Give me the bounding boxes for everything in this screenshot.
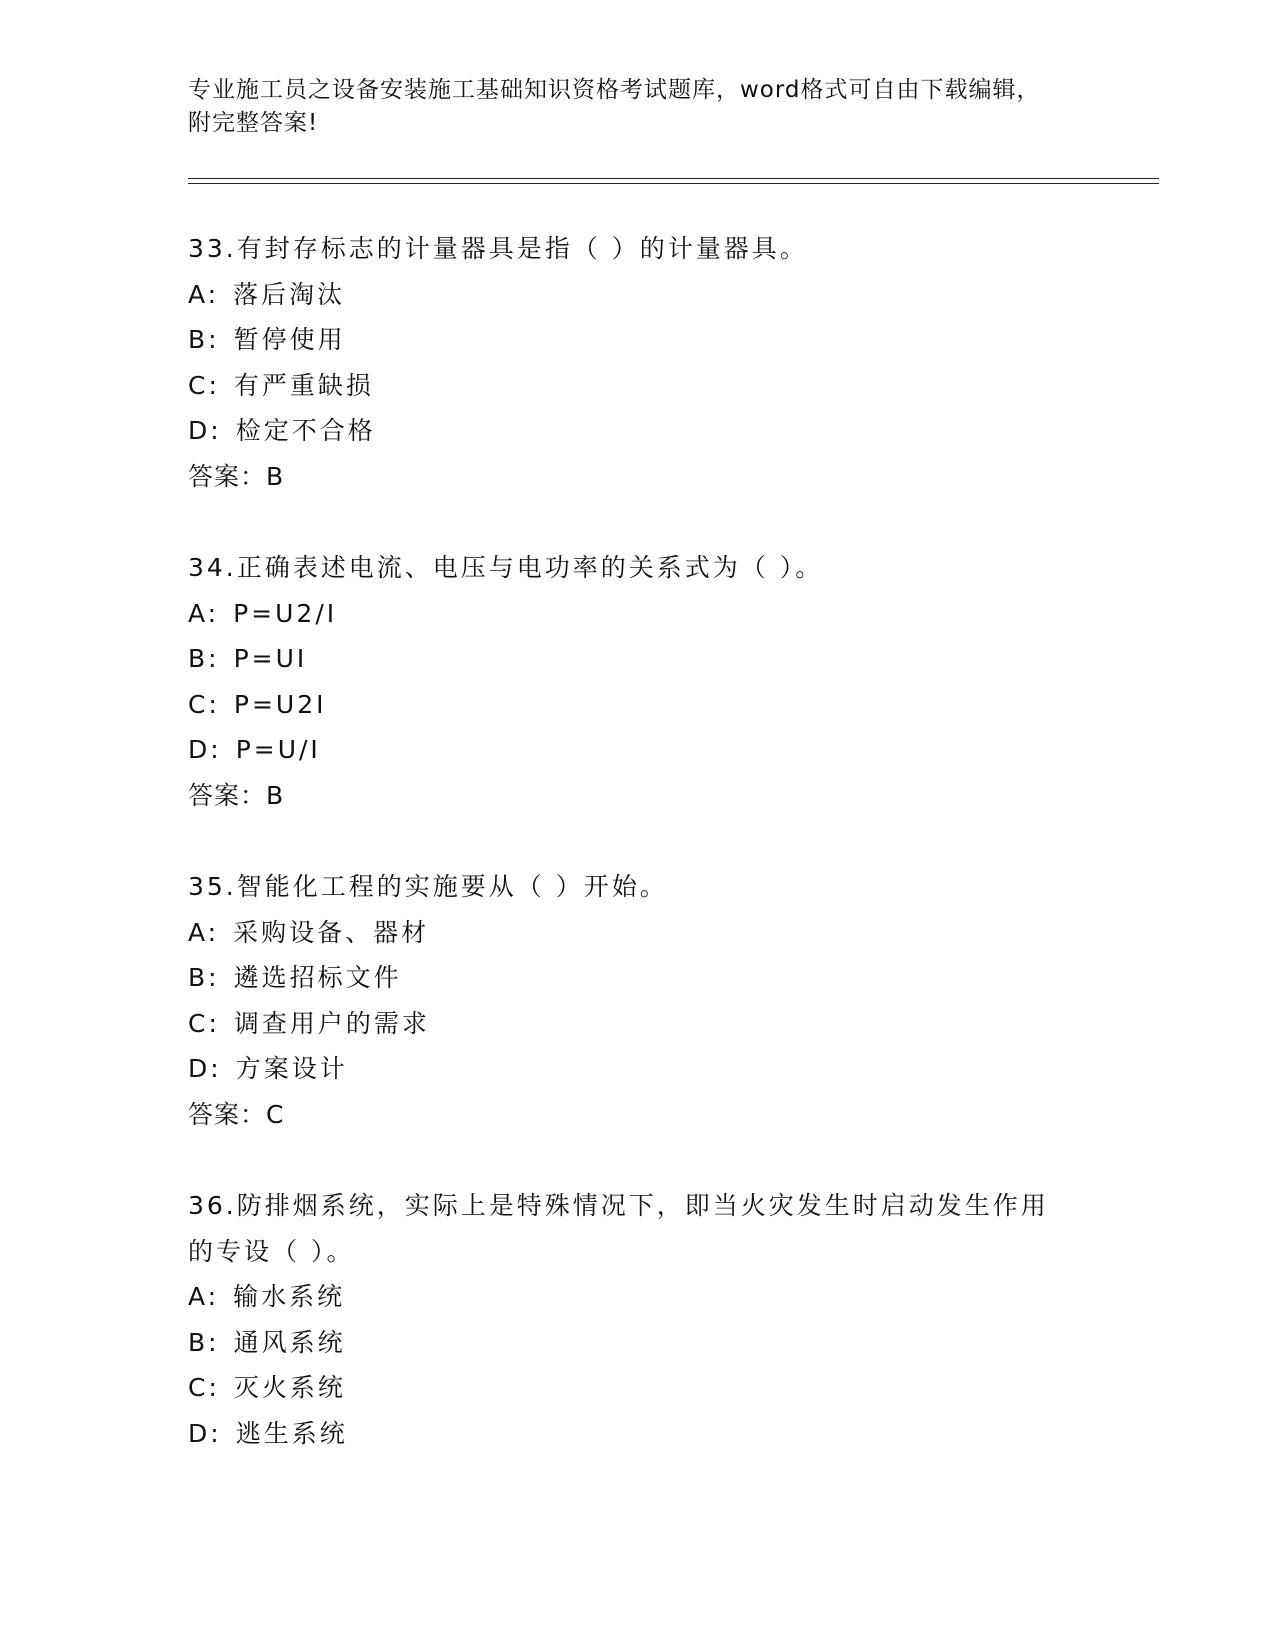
option-text: P=U2/I (233, 598, 338, 628)
question-36 (188, 1183, 1088, 1456)
answer-label: 答案： (188, 1099, 267, 1129)
option-b (188, 1320, 1088, 1366)
question-stem: 33.有封存标志的计量器具是指（ ）的计量器具。 (188, 234, 808, 263)
header-line-2: 附完整答案! (188, 110, 319, 136)
option-key: A: (188, 1282, 220, 1311)
option-text: 方案设计 (235, 1054, 348, 1083)
option-text: 逃生系统 (235, 1418, 348, 1448)
option-text: P=U2I (233, 689, 327, 719)
option-b (188, 317, 1088, 363)
answer (188, 773, 1088, 819)
option-d (188, 727, 1088, 773)
question-33 (188, 226, 1088, 499)
answer-label: 答案： (188, 780, 267, 810)
option-key: D: (188, 416, 222, 445)
option-key: A: (188, 279, 220, 309)
option-key: D: (188, 1054, 222, 1083)
option-key: B: (188, 644, 220, 673)
option-a (188, 272, 1088, 318)
header-line-1: 专业施工员之设备安装施工基础知识资格考试题库，word格式可自由下载编辑， (188, 77, 1041, 103)
answer (188, 454, 1088, 500)
option-key: D: (188, 1418, 222, 1448)
option-a (188, 591, 1088, 637)
option-key: D: (188, 735, 222, 764)
question-stem-line-1: 36.防排烟系统，实际上是特殊情况下，即当火灾发生时启动发生作用 (188, 1191, 1049, 1220)
header-divider-top (188, 178, 1159, 179)
question-35 (188, 864, 1088, 1137)
option-text: P=U/I (235, 735, 321, 764)
option-c (188, 1365, 1088, 1411)
option-c (188, 363, 1088, 409)
header-divider-bottom (188, 183, 1159, 184)
option-key: C: (188, 370, 220, 400)
option-text: 调查用户的需求 (233, 1008, 430, 1038)
answer (188, 1092, 1088, 1138)
option-c (188, 682, 1088, 728)
document-header (188, 74, 1068, 140)
option-text: 采购设备、器材 (233, 917, 430, 947)
option-a (188, 1274, 1088, 1320)
option-text: 落后淘汰 (233, 279, 346, 309)
option-text: 通风系统 (233, 1327, 346, 1357)
option-text: P=UI (233, 644, 308, 673)
option-key: B: (188, 1327, 220, 1357)
option-key: B: (188, 963, 220, 992)
question-stem: 35.智能化工程的实施要从（ ）开始。 (188, 872, 668, 901)
option-b (188, 636, 1088, 682)
question-stem-line-2: 的专设（ ）。 (188, 1236, 355, 1266)
option-a (188, 910, 1088, 956)
option-d (188, 408, 1088, 454)
answer-value: B (266, 780, 285, 810)
option-b (188, 955, 1088, 1001)
option-text: 灭火系统 (233, 1373, 346, 1402)
answer-value: C (266, 1099, 285, 1129)
option-text: 输水系统 (233, 1282, 346, 1311)
option-text: 遴选招标文件 (233, 963, 402, 992)
option-text: 有严重缺损 (233, 370, 374, 400)
option-key: A: (188, 917, 220, 947)
option-key: A: (188, 598, 220, 628)
option-key: C: (188, 1373, 220, 1402)
option-c (188, 1001, 1088, 1047)
option-text: 检定不合格 (235, 416, 376, 445)
option-key: C: (188, 1008, 220, 1038)
answer-value: B (266, 461, 285, 491)
question-stem: 34.正确表述电流、电压与电功率的关系式为（ ）。 (188, 553, 824, 582)
option-key: B: (188, 325, 220, 354)
answer-label: 答案： (188, 461, 267, 491)
option-key: C: (188, 689, 220, 719)
option-d (188, 1046, 1088, 1092)
question-34 (188, 545, 1088, 818)
option-d (188, 1411, 1088, 1457)
option-text: 暂停使用 (233, 325, 346, 354)
